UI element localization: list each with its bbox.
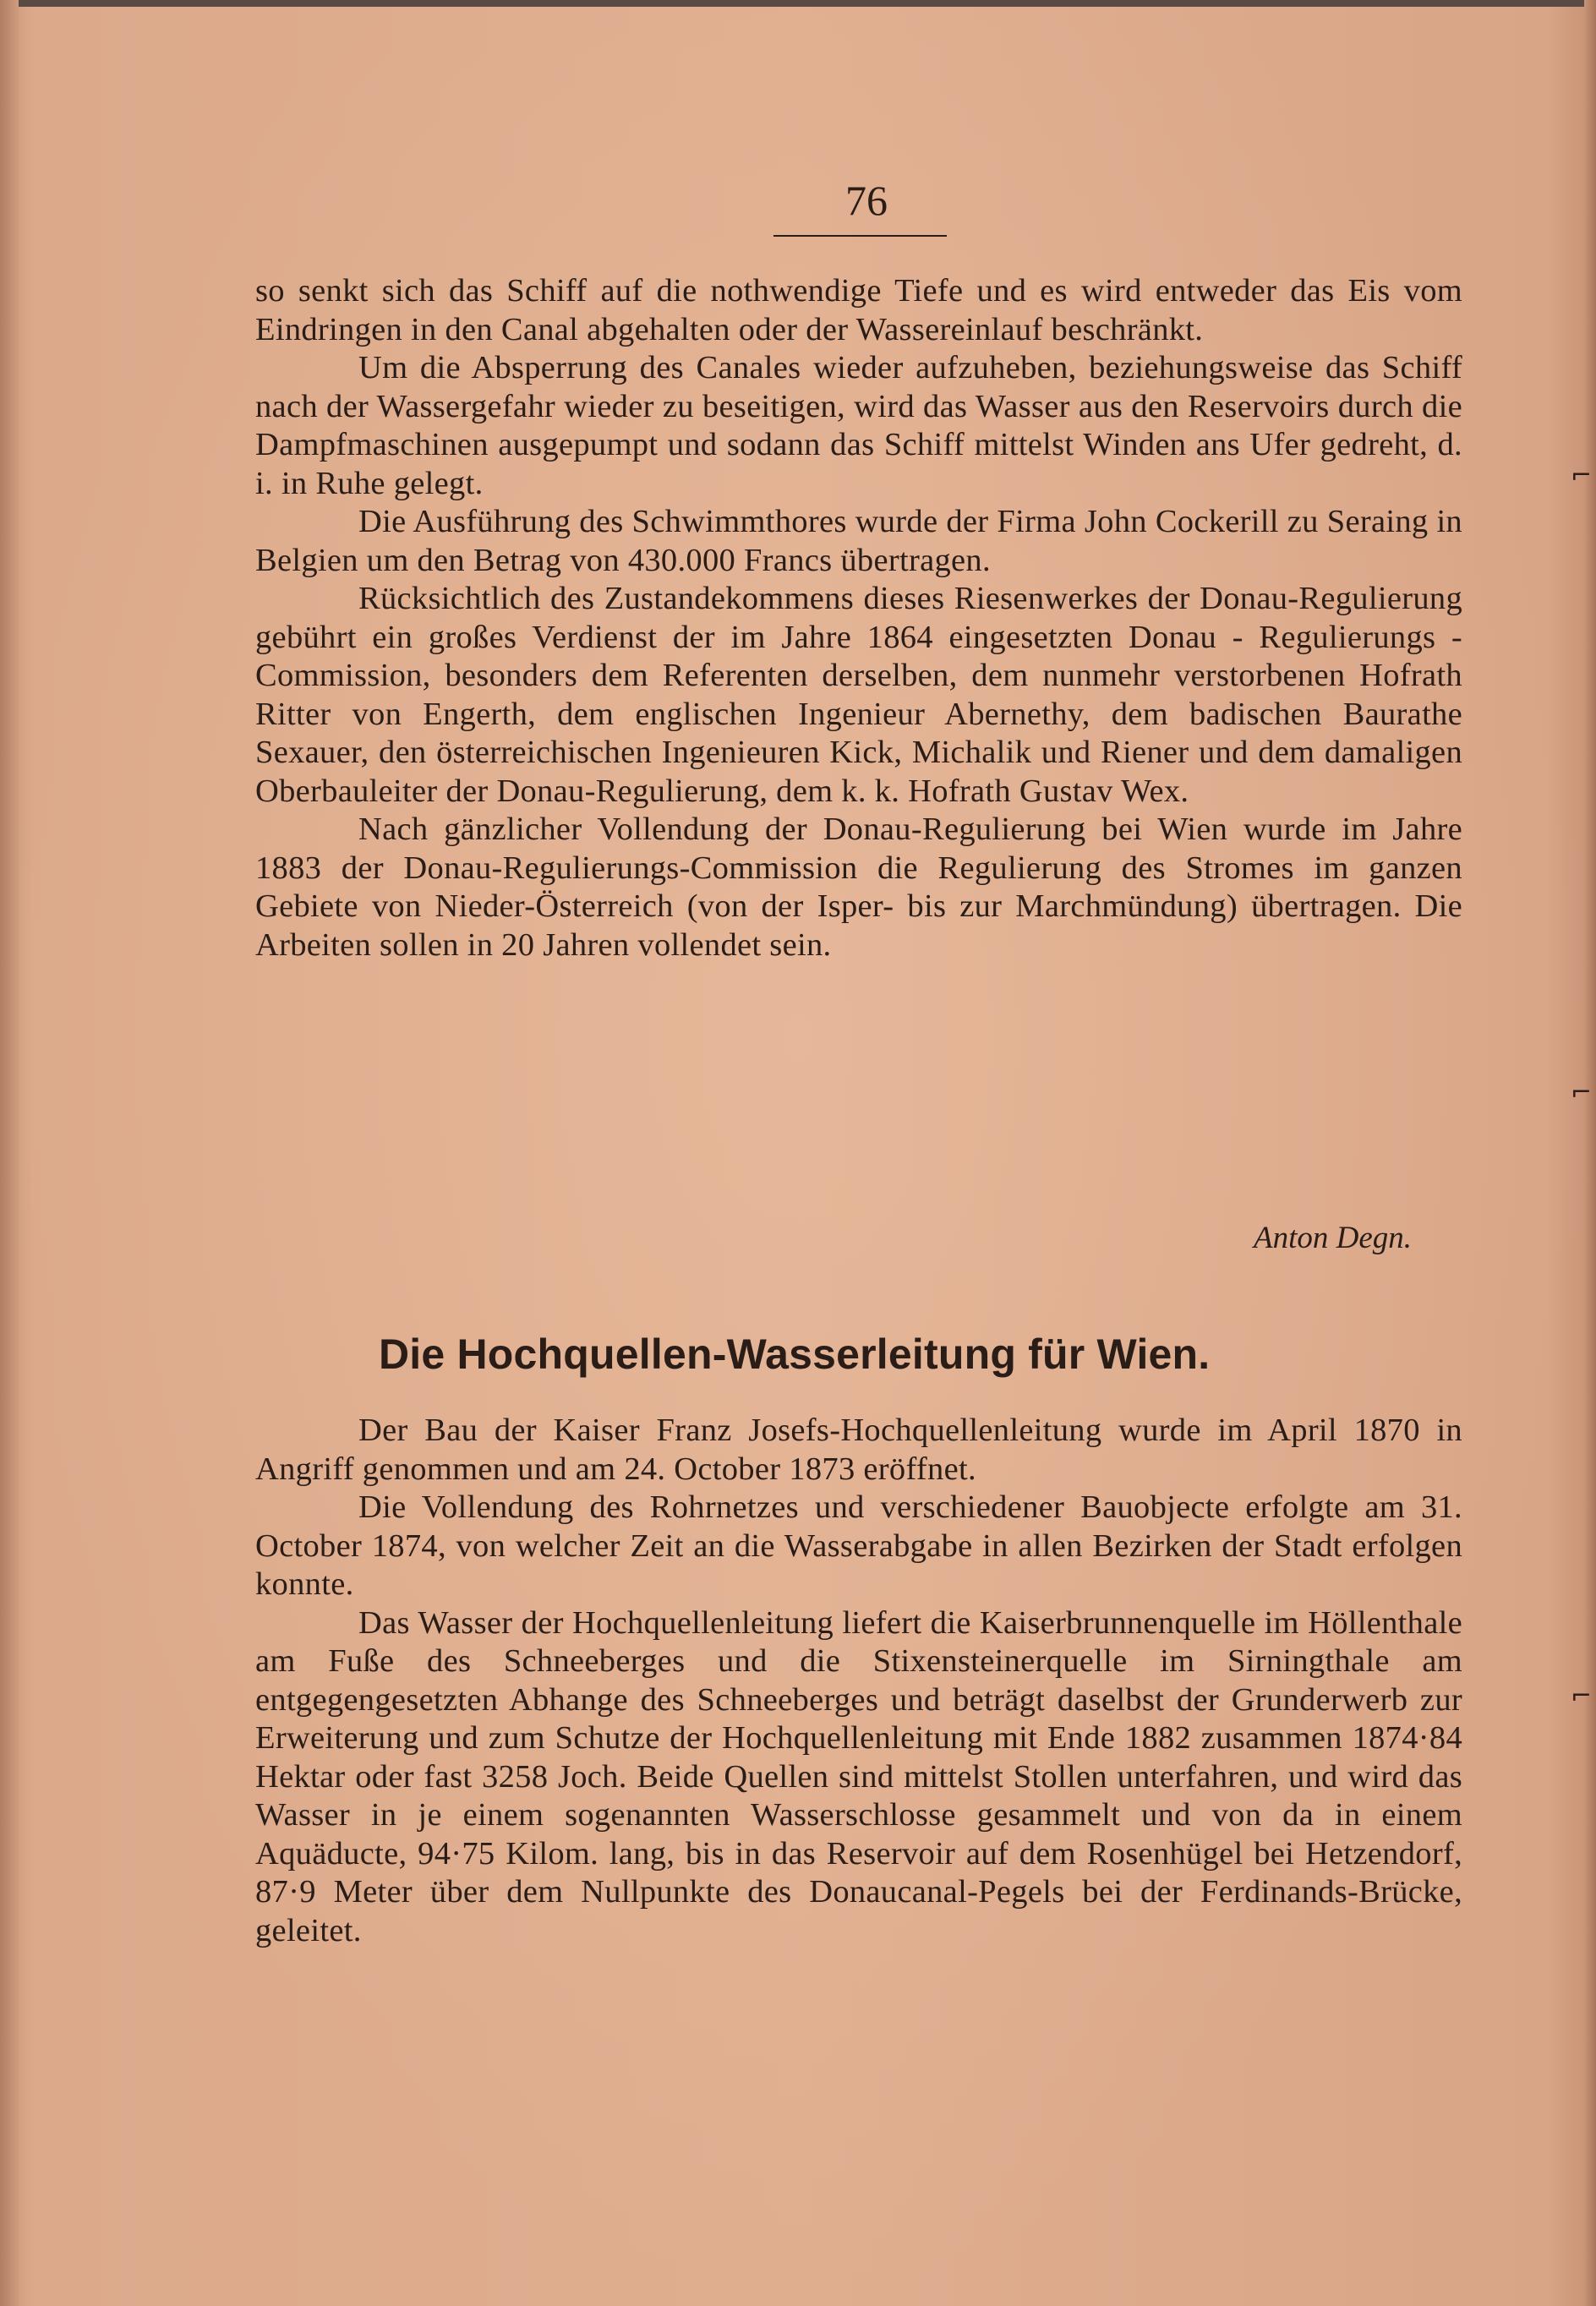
section-title: Die Hochquellen-Wasserleitung für Wien.	[379, 1331, 1211, 1378]
paragraph: so senkt sich das Schiff auf die nothwendige Tiefe und es wird entweder das Eis vom Eindringen in den Canal abgehalten oder der Wassereinlauf beschränkt.	[255, 273, 1462, 347]
margin-mark-icon: ⌐	[1571, 1681, 1593, 1711]
page-number-rule	[773, 235, 947, 237]
paragraph: Nach gänzlicher Vollendung der Donau-Regulierung bei Wien wurde im Jahre 1883 der Donau-Regulierungs-Commission die Regulierung des Stromes im ganzen Gebiete von Nieder-Österreich (von der Isper- bis zur Marchmündung) übertragen. Die Arbeiten sollen in 20 Jahren vollendet sein.	[255, 811, 1462, 963]
page-right-edge	[1584, 0, 1596, 2306]
article-danube-regulation	[255, 272, 1462, 964]
paragraph: Rücksichtlich des Zustandekommens dieses Riesenwerkes der Donau-Regulierung gebührt ein großes Verdienst der im Jahre 1864 eingesetzten Donau - Regulierungs - Commission, besonders dem Referenten derselben, dem nunmehr verstorbenen Hofrath Ritter von Engerth, dem englischen Ingenieur Abernethy, dem badischen Baurathe Sexauer, den österreichischen Ingenieuren Kick, Michalik und Riener und dem damaligen Oberbauleiter der Donau-Regulierung, dem k. k. Hofrath Gustav Wex.	[255, 581, 1462, 809]
paragraph: Um die Absperrung des Canales wieder aufzuheben, beziehungsweise das Schiff nach der Wassergefahr wieder zu beseitigen, wird das Wasser aus den Reservoirs durch die Dampfmaschinen ausgepumpt und sodann das Schiff mittelst Winden ans Ufer gedreht, d. i. in Ruhe gelegt.	[255, 350, 1462, 501]
paragraph: Das Wasser der Hochquellenleitung liefert die Kaiserbrunnenquelle im Höllenthale am Fuße des Schneeberges und die Stixensteinerquelle im Sirningthale am entgegengesetzten Abhange des Schneeberges und beträgt daselbst der Grunderwerb zur Erweiterung und zum Schutze der Hochquellenleitung mit Ende 1882 zusammen 1874·84 Hektar oder fast 3258 Joch. Beide Quellen sind mittelst Stollen unterfahren, und wird das Wasser in je einem sogenannten Wasserschlosse gesammelt und von da in einem Aquäducte, 94·75 Kilom. lang, bis in das Reservoir auf dem Rosenhügel bei Hetzendorf, 87·9 Meter über dem Nullpunkte des Donaucanal-Pegels bei der Ferdinands-Brücke, geleitet.	[255, 1604, 1462, 1948]
top-edge	[0, 0, 1596, 7]
paragraph: Der Bau der Kaiser Franz Josefs-Hochquellenleitung wurde im April 1870 in Angriff genommen und am 24. October 1873 eröffnet.	[255, 1413, 1462, 1487]
paragraph: Die Ausführung des Schwimmthores wurde der Firma John Cockerill zu Seraing in Belgien um den Betrag von 430.000 Francs übertragen.	[255, 504, 1462, 578]
paragraph: Die Vollendung des Rohrnetzes und verschiedener Bauobjecte erfolgte am 31. October 1874, von welcher Zeit an die Wasserabgabe in allen Bezirken der Stadt erfolgen konnte.	[255, 1489, 1462, 1602]
article-high-spring-water-line	[255, 1412, 1462, 1950]
author-signature: Anton Degn.	[1253, 1221, 1412, 1255]
margin-mark-icon: ⌐	[1571, 461, 1593, 490]
page-left-edge	[0, 0, 19, 2306]
page-number: 76	[845, 177, 888, 224]
margin-mark-icon: ⌐	[1571, 1078, 1593, 1107]
